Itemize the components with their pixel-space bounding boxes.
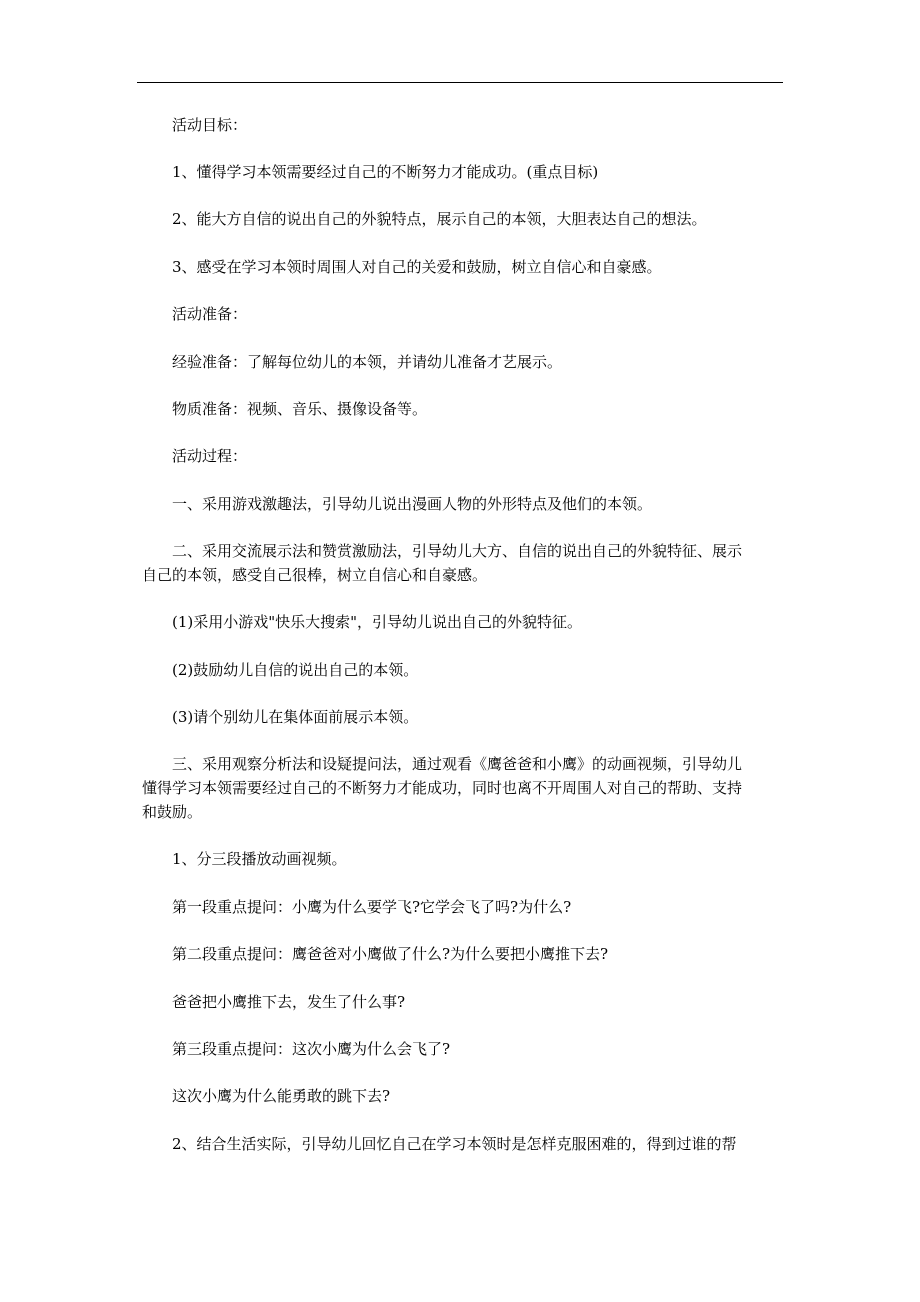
- header-rule: [137, 82, 783, 83]
- process-step-1: 一、采用游戏激趣法，引导幼儿说出漫画人物的外形特点及他们的本领。: [172, 495, 653, 513]
- process-step-3-line-1: 三、采用观察分析法和设疑提问法，通过观看《鹰爸爸和小鹰》的动画视频，引导幼儿: [172, 755, 743, 773]
- process-step-3-2: 2、结合生活实际，引导幼儿回忆自己在学习本领时是怎样克服困难的，得到过谁的帮: [172, 1135, 737, 1153]
- goal-item-2: 2、能大方自信的说出自己的外貌特点，展示自己的本领，大胆表达自己的想法。: [172, 210, 707, 228]
- process-step-2a: (1)采用小游戏"快乐大搜索"，引导幼儿说出自己的外貌特征。: [172, 613, 583, 631]
- process-step-3-line-3: 和鼓励。: [142, 803, 203, 821]
- process-step-2c: (3)请个别幼儿在集体面前展示本领。: [172, 708, 419, 726]
- process-step-3-line-2: 懂得学习本领需要经过自己的不断努力才能成功，同时也离不开周围人对自己的帮助、支持: [142, 779, 743, 797]
- question-segment-2-followup: 爸爸把小鹰推下去，发生了什么事?: [172, 993, 406, 1011]
- process-step-2-line-1: 二、采用交流展示法和赞赏激励法，引导幼儿大方、自信的说出自己的外貌特征、展示: [172, 542, 743, 560]
- process-step-2: [142, 539, 788, 587]
- heading-activity-preparation: 活动准备：: [172, 305, 248, 323]
- question-segment-3: 第三段重点提问：这次小鹰为什么会飞了?: [172, 1040, 451, 1058]
- process-step-2b: (2)鼓励幼儿自信的说出自己的本领。: [172, 661, 419, 679]
- prep-experience: 经验准备：了解每位幼儿的本领，并请幼儿准备才艺展示。: [172, 353, 563, 371]
- heading-activity-goals: 活动目标：: [172, 116, 248, 134]
- prep-material: 物质准备：视频、音乐、摄像设备等。: [172, 400, 428, 418]
- question-segment-2: 第二段重点提问：鹰爸爸对小鹰做了什么?为什么要把小鹰推下去?: [172, 945, 609, 963]
- goal-item-3: 3、感受在学习本领时周围人对自己的关爱和鼓励，树立自信心和自豪感。: [172, 258, 662, 276]
- question-segment-1: 第一段重点提问：小鹰为什么要学飞?它学会飞了吗?为什么?: [172, 898, 572, 916]
- process-step-3: [142, 752, 788, 824]
- heading-activity-process: 活动过程：: [172, 447, 248, 465]
- question-segment-3-followup: 这次小鹰为什么能勇敢的跳下去?: [172, 1087, 391, 1105]
- goal-item-1: 1、懂得学习本领需要经过自己的不断努力才能成功。(重点目标): [172, 163, 599, 181]
- process-step-3-1: 1、分三段播放动画视频。: [172, 850, 347, 868]
- process-step-2-line-2: 自己的本领，感受自己很棒，树立自信心和自豪感。: [142, 566, 488, 584]
